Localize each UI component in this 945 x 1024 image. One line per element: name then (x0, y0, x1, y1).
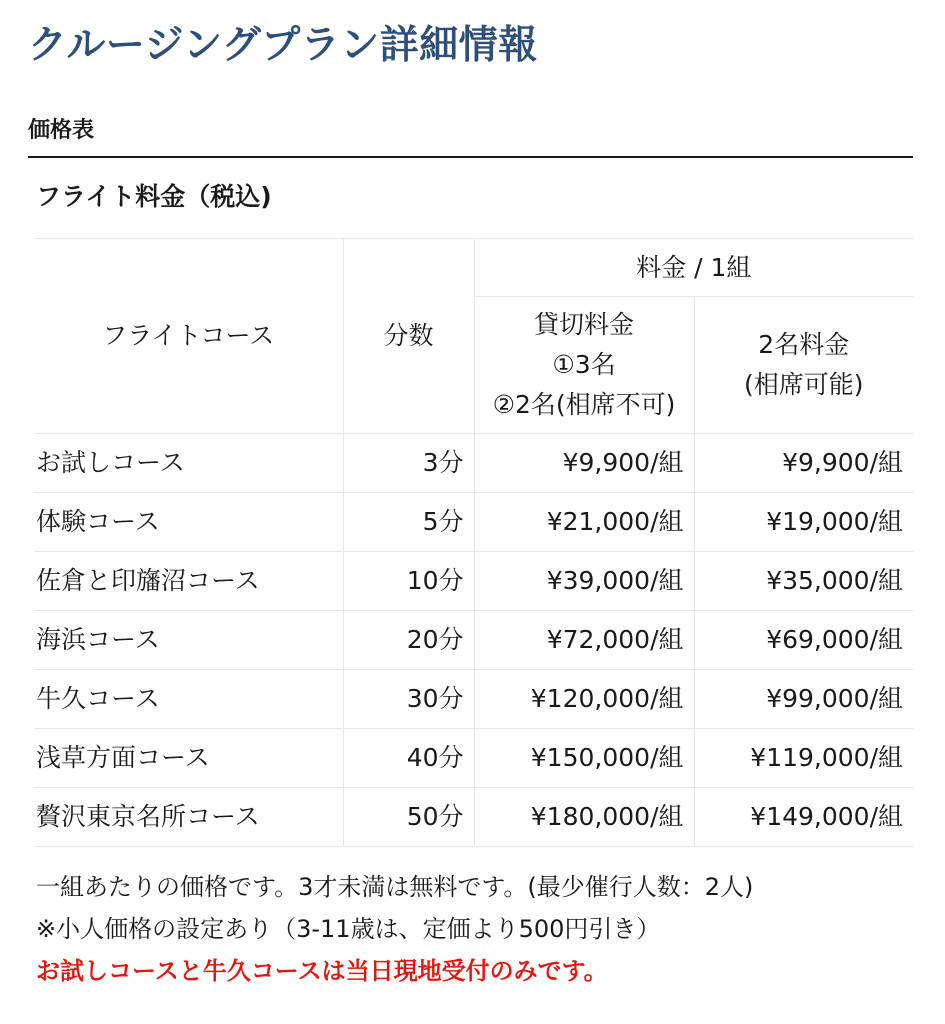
charter-price: ¥72,000/組 (474, 611, 694, 670)
table-row (34, 434, 913, 493)
charter-price: ¥120,000/組 (474, 670, 694, 729)
table-subheading: フライト料金（税込) (36, 182, 272, 211)
course-minutes: 3分 (343, 434, 474, 493)
course-name: 贅沢東京名所コース (34, 788, 343, 847)
header-charter-price (474, 297, 694, 434)
course-minutes: 5分 (343, 493, 474, 552)
header-course: フライトコース (34, 239, 343, 434)
header-pair-price (694, 297, 913, 434)
charter-price: ¥21,000/組 (474, 493, 694, 552)
table-row (34, 552, 913, 611)
course-name: 牛久コース (34, 670, 343, 729)
pair-price: ¥119,000/組 (694, 729, 913, 788)
course-name: 体験コース (34, 493, 343, 552)
pair-price: ¥69,000/組 (694, 611, 913, 670)
course-name: 海浜コース (34, 611, 343, 670)
table-row (34, 670, 913, 729)
note-walk-in-warning: お試しコースと牛久コースは当日現地受付のみです。 (36, 957, 608, 985)
pair-price: ¥9,900/組 (694, 434, 913, 493)
table-row (34, 788, 913, 847)
header-price-group: 料金 / 1組 (474, 239, 913, 297)
page-title: クルージングプラン詳細情報 (28, 23, 538, 68)
pair-price: ¥99,000/組 (694, 670, 913, 729)
header-charter-option-2: ②2名(相席不可) (492, 390, 676, 419)
header-charter-label: 貸切料金 (533, 310, 634, 339)
price-notes (36, 866, 753, 992)
course-name: 佐倉と印旛沼コース (34, 552, 343, 611)
course-minutes: 40分 (343, 729, 474, 788)
table-row (34, 729, 913, 788)
pair-price: ¥35,000/組 (694, 552, 913, 611)
section-heading: 価格表 (28, 118, 913, 158)
header-minutes: 分数 (343, 239, 474, 434)
charter-price: ¥9,900/組 (474, 434, 694, 493)
note-group-price: 一組あたりの価格です。3才未満は無料です。(最少催行人数：2人) (36, 873, 754, 901)
note-child-price: ※小人価格の設定あり（3-11歳は、定価より500円引き） (36, 915, 661, 943)
table-row (34, 611, 913, 670)
header-pair-note: (相席可能) (744, 370, 864, 399)
header-charter-option-1: ①3名 (552, 350, 616, 379)
charter-price: ¥39,000/組 (474, 552, 694, 611)
course-name: お試しコース (34, 434, 343, 493)
course-minutes: 20分 (343, 611, 474, 670)
charter-price: ¥150,000/組 (474, 729, 694, 788)
price-table (34, 238, 913, 847)
table-row (34, 493, 913, 552)
course-name: 浅草方面コース (34, 729, 343, 788)
course-minutes: 50分 (343, 788, 474, 847)
pair-price: ¥19,000/組 (694, 493, 913, 552)
pair-price: ¥149,000/組 (694, 788, 913, 847)
course-minutes: 30分 (343, 670, 474, 729)
course-minutes: 10分 (343, 552, 474, 611)
charter-price: ¥180,000/組 (474, 788, 694, 847)
header-pair-label: 2名料金 (758, 330, 850, 359)
